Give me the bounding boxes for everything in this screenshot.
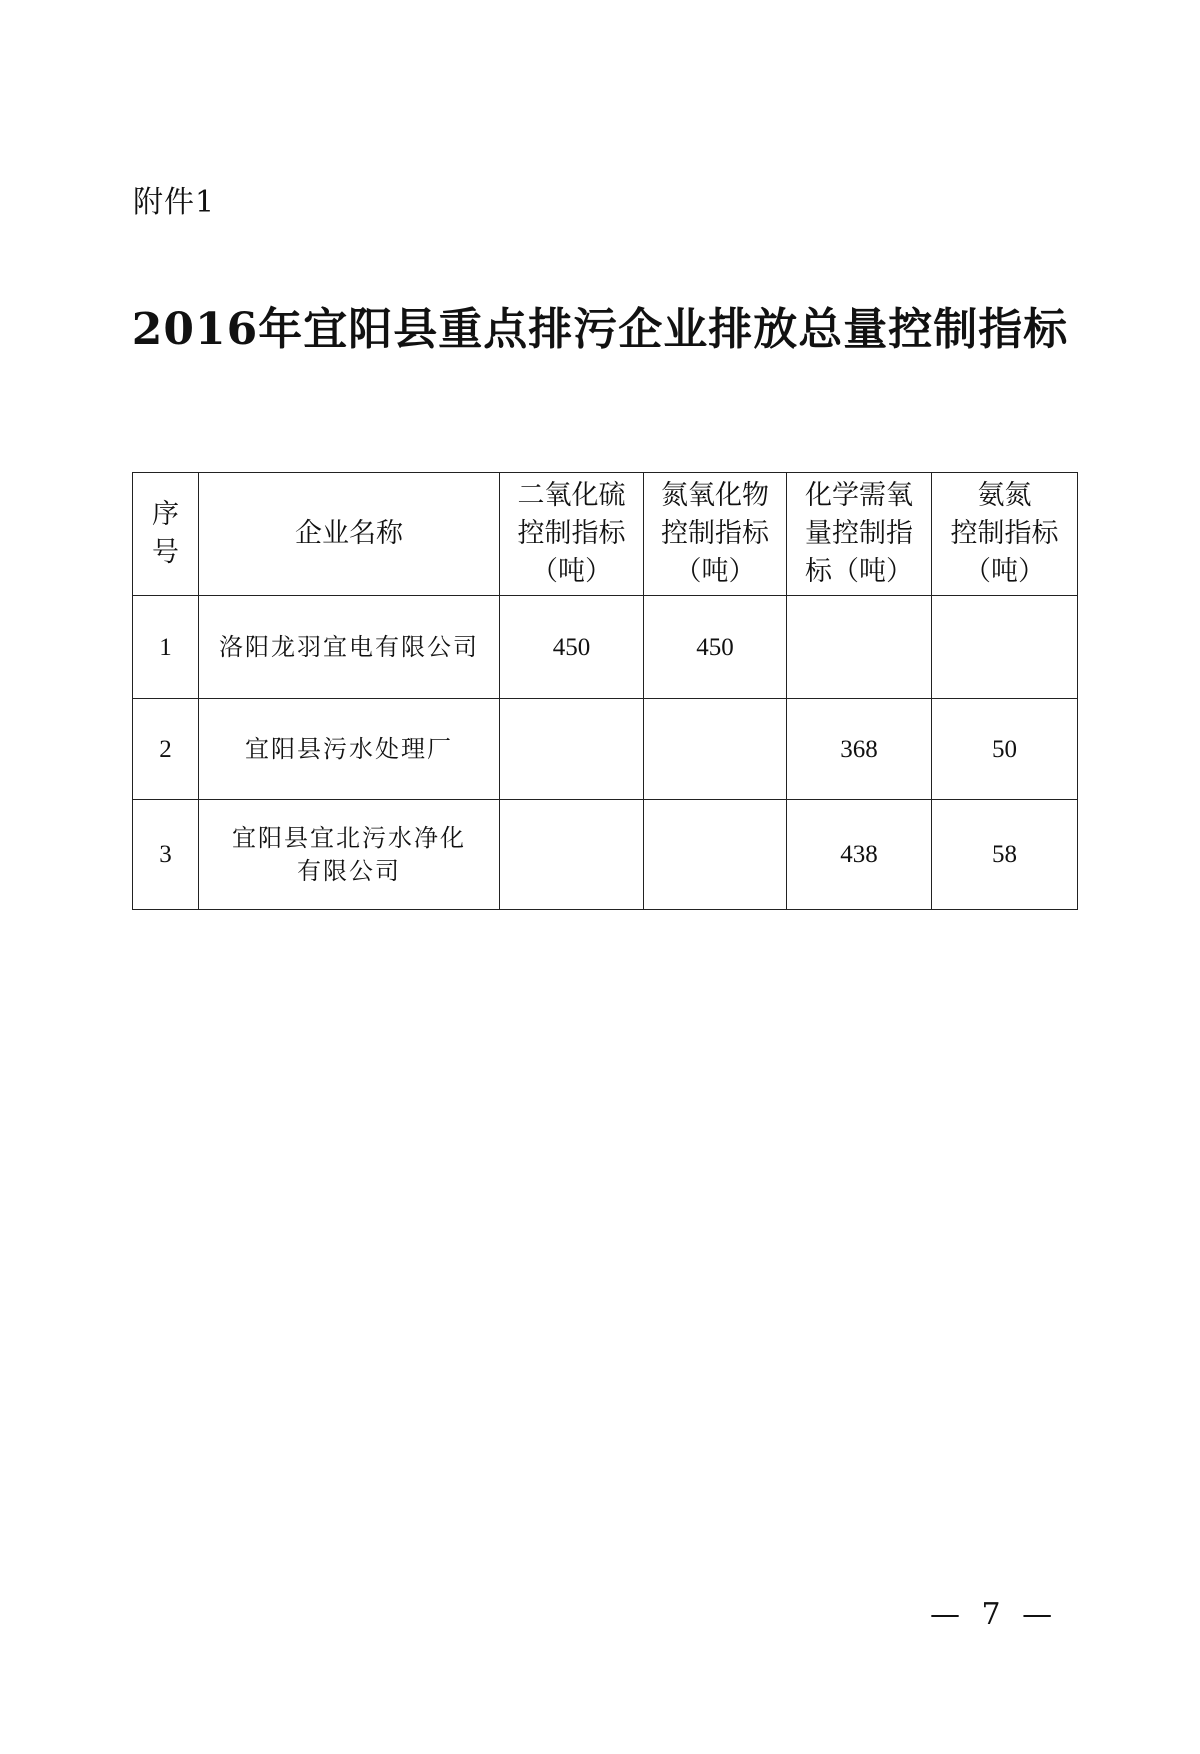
row-nox-value: 450 xyxy=(644,596,787,699)
row-so2-value xyxy=(500,800,644,910)
row-cod-value xyxy=(787,596,932,699)
row-ammonia-nitrogen-value xyxy=(932,596,1078,699)
row-nox-value xyxy=(644,800,787,910)
header-nox-quota: 氮氧化物 控制指标 （吨） xyxy=(644,473,787,596)
emission-quota-table xyxy=(132,472,1078,910)
row-company-name: 宜阳县污水处理厂 xyxy=(199,699,500,800)
header-cod-quota: 化学需氧 量控制指 标（吨） xyxy=(787,473,932,596)
row-ammonia-nitrogen-value: 58 xyxy=(932,800,1078,910)
table-row xyxy=(133,699,1078,800)
row-serial-number: 2 xyxy=(133,699,199,800)
row-cod-value: 438 xyxy=(787,800,932,910)
row-company-name: 洛阳龙羽宜电有限公司 xyxy=(199,596,500,699)
header-company-name: 企业名称 xyxy=(199,473,500,596)
row-so2-value xyxy=(500,699,644,800)
table-row xyxy=(133,800,1078,910)
page-number: — 7 — xyxy=(930,1597,1059,1632)
header-so2-quota: 二氧化硫 控制指标 （吨） xyxy=(500,473,644,596)
header-ammonia-nitrogen-quota: 氨氮 控制指标 （吨） xyxy=(932,473,1078,596)
attachment-label: 附件1 xyxy=(133,185,216,220)
document-title: 2016年宜阳县重点排污企业排放总量控制指标 xyxy=(131,304,1069,355)
row-company-name: 宜阳县宜北污水净化 有限公司 xyxy=(199,800,500,910)
table-row xyxy=(133,596,1078,699)
row-cod-value: 368 xyxy=(787,699,932,800)
row-ammonia-nitrogen-value: 50 xyxy=(932,699,1078,800)
row-nox-value xyxy=(644,699,787,800)
row-serial-number: 1 xyxy=(133,596,199,699)
header-serial-number: 序 号 xyxy=(133,473,199,596)
row-serial-number: 3 xyxy=(133,800,199,910)
row-so2-value: 450 xyxy=(500,596,644,699)
table-header-row xyxy=(133,473,1078,596)
